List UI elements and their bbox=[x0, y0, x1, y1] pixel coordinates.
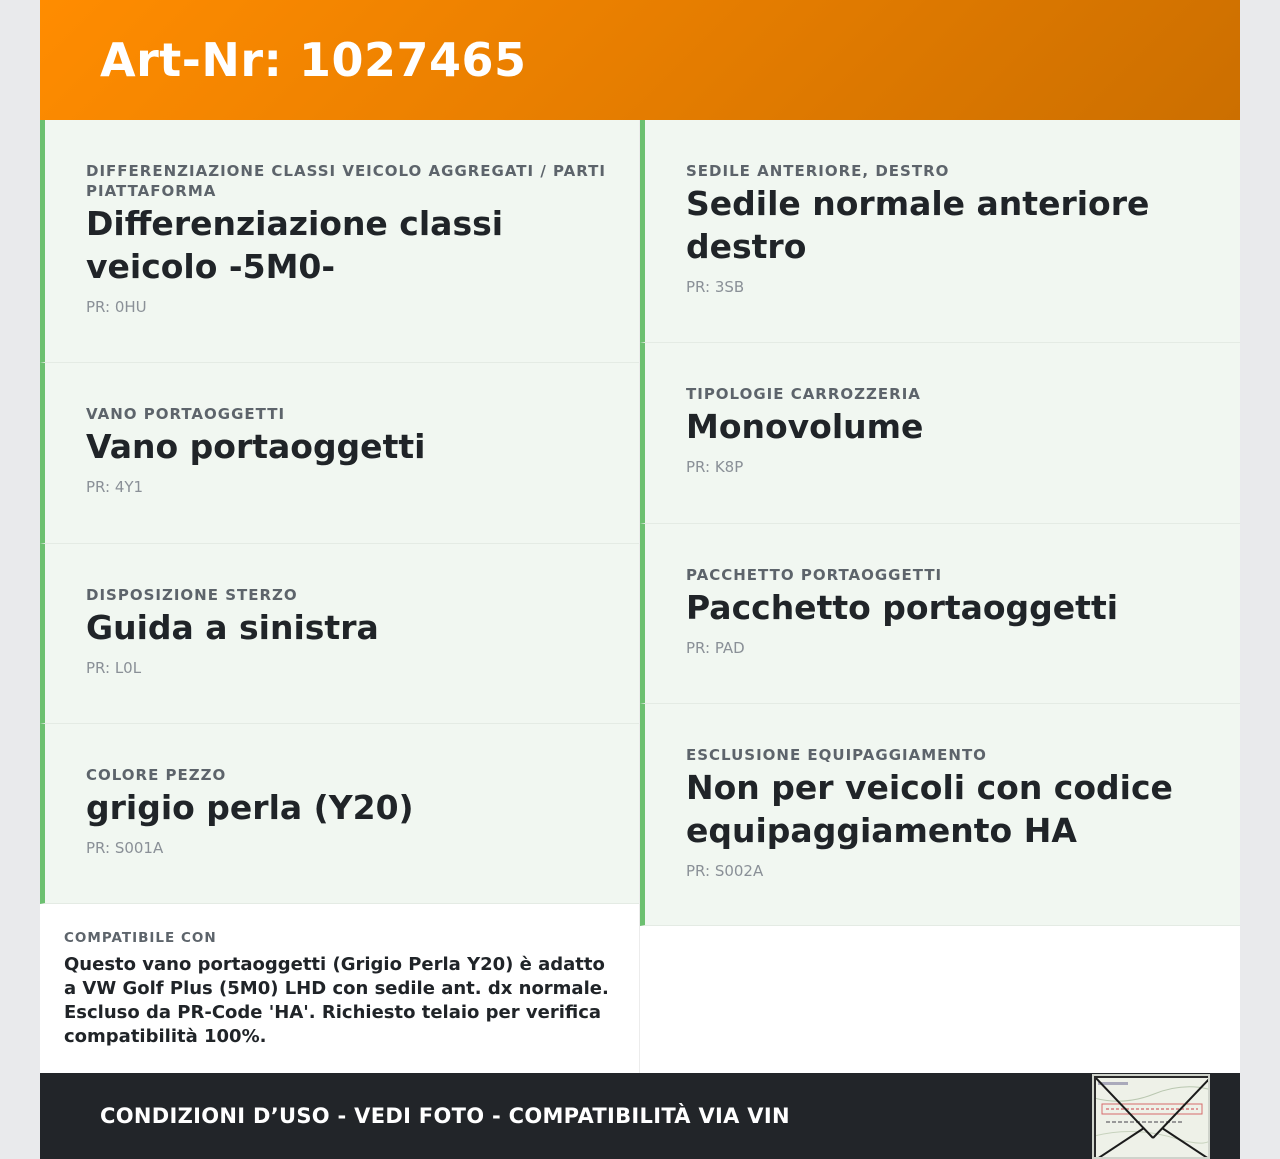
attribute-card bbox=[640, 704, 1240, 926]
attribute-value: Sedile normale anteriore destro bbox=[686, 184, 1150, 266]
attribute-value: Differenziazione classi veicolo -5M0- bbox=[86, 204, 504, 286]
attribute-card bbox=[40, 724, 639, 904]
attribute-card bbox=[640, 120, 1240, 343]
attribute-label: PACCHETTO PORTAOGGETTI bbox=[686, 566, 943, 584]
pr-code: PR: S001A bbox=[86, 839, 164, 857]
attribute-value: Pacchetto portaoggetti bbox=[686, 588, 1119, 627]
compatibility-section bbox=[40, 904, 639, 1074]
header-bar bbox=[40, 0, 1240, 120]
attribute-card bbox=[40, 544, 639, 724]
compatibility-text: Questo vano portaoggetti (Grigio Perla Y20) è adatto a VW Golf Plus (5M0) LHD con sedile ant. dx normale. Escluso da PR-Code 'HA'. Richiesto telaio per verifica compatibilità 100%. bbox=[64, 954, 609, 1047]
attribute-columns bbox=[40, 120, 1240, 1074]
attribute-label: DIFFERENZIAZIONE CLASSI VEICOLO AGGREGATI / PARTI PIATTAFORMA bbox=[86, 162, 606, 200]
attribute-label: COLORE PEZZO bbox=[86, 766, 227, 784]
footer-links[interactable]: CONDIZIONI D’USO - VEDI FOTO - COMPATIBILITÀ VIA VIN bbox=[100, 1104, 790, 1128]
attribute-card bbox=[640, 524, 1240, 704]
pr-code: PR: S002A bbox=[686, 862, 764, 880]
attribute-label: VANO PORTAOGGETTI bbox=[86, 405, 286, 423]
attribute-value: Vano portaoggetti bbox=[86, 427, 426, 466]
pr-code: PR: 0HU bbox=[86, 298, 147, 316]
product-page bbox=[40, 0, 1240, 1159]
article-number-title: Art-Nr: 1027465 bbox=[100, 33, 527, 87]
attribute-label: SEDILE ANTERIORE, DESTRO bbox=[686, 162, 950, 180]
pr-code: PR: 3SB bbox=[686, 278, 745, 296]
right-column bbox=[640, 120, 1240, 1074]
compatibility-label: COMPATIBILE CON bbox=[64, 930, 217, 946]
envelope-icon bbox=[1094, 1076, 1210, 1159]
attribute-card bbox=[40, 120, 639, 363]
pr-code: PR: PAD bbox=[686, 639, 745, 657]
envelope-photo-thumbnail[interactable] bbox=[1092, 1074, 1210, 1159]
pr-code: PR: K8P bbox=[686, 458, 744, 476]
attribute-card bbox=[40, 363, 639, 544]
footer-bar bbox=[40, 1073, 1240, 1159]
attribute-value: Monovolume bbox=[686, 407, 924, 446]
attribute-card bbox=[640, 343, 1240, 524]
attribute-label: TIPOLOGIE CARROZZERIA bbox=[686, 385, 921, 403]
attribute-value: Non per veicoli con codice equipaggiamento HA bbox=[686, 768, 1173, 850]
attribute-value: grigio perla (Y20) bbox=[86, 788, 414, 827]
pr-code: PR: L0L bbox=[86, 659, 142, 677]
attribute-value: Guida a sinistra bbox=[86, 608, 379, 647]
pr-code: PR: 4Y1 bbox=[86, 478, 144, 496]
attribute-label: ESCLUSIONE EQUIPAGGIAMENTO bbox=[686, 746, 987, 764]
attribute-label: DISPOSIZIONE STERZO bbox=[86, 586, 298, 604]
left-column bbox=[40, 120, 640, 1074]
